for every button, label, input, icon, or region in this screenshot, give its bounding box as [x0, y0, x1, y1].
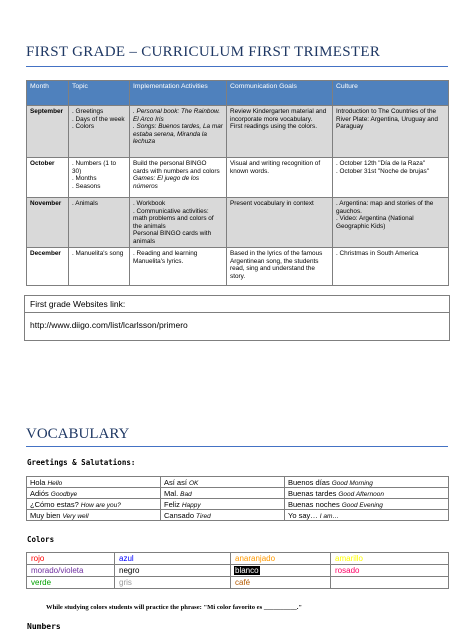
greeting-cell: Yo say… I am…	[285, 510, 449, 521]
greetings-row	[27, 510, 449, 521]
page-title: FIRST GRADE – CURRICULUM FIRST TRIMESTER	[26, 44, 381, 60]
color-cell	[115, 565, 231, 577]
activities-cell	[130, 106, 227, 158]
topic-item: . Manuelita's song	[72, 250, 124, 257]
color-word: amarillo	[335, 554, 364, 563]
color-cell	[231, 565, 331, 577]
colors-phrase: While studying colors students will practice the phrase: "Mi color favorito es __________."	[46, 604, 303, 611]
goals-cell	[227, 158, 333, 198]
month-cell: November	[27, 198, 69, 248]
topic-item: . Numbers (1 to 30)	[72, 160, 117, 175]
culture-item: Introduction to The Countries of the River Plate: Argentina, Uruguay and Paraguay	[336, 108, 438, 130]
greeting-cell: Cansado Tired	[161, 510, 285, 521]
goals-cell	[227, 248, 333, 286]
activity-item: Personal BINGO cards with animals	[133, 230, 212, 245]
greetings-table	[26, 476, 449, 521]
topic-cell	[69, 106, 130, 158]
color-cell	[27, 565, 115, 577]
culture-cell	[333, 158, 449, 198]
culture-item: . October 31st "Noche de brujas"	[336, 167, 429, 175]
activity-item: . Personal book: The Rainbow. El Arco Iris	[133, 108, 221, 123]
curriculum-row-october	[27, 158, 449, 198]
colors-row	[27, 577, 449, 589]
topic-item: . Months	[72, 175, 97, 182]
color-word: rojo	[31, 554, 45, 563]
goal-item: Present vocabulary in context	[230, 200, 314, 207]
color-cell	[331, 577, 449, 589]
header-activities: Implementation Activities	[130, 81, 227, 106]
color-word	[334, 578, 336, 587]
culture-item: . Christmas in South America	[336, 250, 419, 257]
culture-cell	[333, 106, 449, 158]
goals-cell	[227, 106, 333, 158]
color-word: rosado	[335, 566, 360, 575]
colors-label: Colors	[27, 535, 55, 544]
topic-item: . Days of the week	[72, 115, 125, 123]
greeting-cell: Buenos días Good Morning	[285, 477, 449, 488]
greeting-cell: ¿Cómo estas? How are you?	[27, 499, 161, 510]
curriculum-header-row	[27, 81, 449, 106]
color-cell	[331, 553, 449, 565]
goal-item: Based in the lyrics of the famous Argentinean song, the students read, sing and understand the story.	[230, 250, 323, 280]
colors-table	[26, 552, 449, 589]
header-topic: Topic	[69, 81, 130, 106]
activity-item: . Reading and learning Manuelita's lyrics.	[133, 250, 198, 265]
topic-item: . Animals	[72, 200, 98, 207]
greeting-cell: Hola Hello	[27, 477, 161, 488]
topic-cell	[69, 248, 130, 286]
color-word: verde	[31, 578, 52, 587]
greeting-cell: Buenas noches Good Evening	[285, 499, 449, 510]
greetings-row	[27, 499, 449, 510]
topic-item: . Seasons	[72, 182, 101, 190]
websites-divider	[24, 312, 450, 313]
activities-cell	[130, 198, 227, 248]
month-cell: December	[27, 248, 69, 286]
websites-label: First grade Websites link:	[30, 299, 126, 309]
activity-item: Build the personal BINGO cards with numbers and colors	[133, 160, 220, 175]
greetings-row	[27, 488, 449, 499]
title-underline	[26, 66, 448, 67]
greeting-cell: Feliz Happy	[161, 499, 285, 510]
activities-cell	[130, 158, 227, 198]
topic-item: . Colors	[72, 123, 95, 130]
curriculum-row-december	[27, 248, 449, 286]
curriculum-row-september	[27, 106, 449, 158]
culture-item: . Video: Argentina (National Geographic Kids)	[336, 215, 414, 230]
topic-cell	[69, 198, 130, 248]
topic-cell	[69, 158, 130, 198]
goal-item: First readings using the colors.	[230, 123, 318, 130]
greeting-cell: Muy bien Very well	[27, 510, 161, 521]
color-cell	[115, 577, 231, 589]
vocabulary-underline	[26, 446, 448, 447]
greeting-cell: Adiós Goodbye	[27, 488, 161, 499]
goals-cell	[227, 198, 333, 248]
greetings-row	[27, 477, 449, 488]
header-month: Month	[27, 81, 69, 106]
activity-item: . Songs: Buenos tardes, La mar estaba serena, Miranda la lechuza	[133, 123, 223, 145]
color-word: blanco	[235, 566, 259, 575]
culture-item: . October 12th "Día de la Raza"	[336, 160, 426, 167]
colors-row	[27, 565, 449, 577]
color-word: gris	[119, 578, 132, 587]
greeting-cell: Así así OK	[161, 477, 285, 488]
month-cell: September	[27, 106, 69, 158]
color-cell	[231, 553, 331, 565]
websites-link[interactable]: http://www.diigo.com/list/lcarlsson/primero	[30, 320, 188, 330]
color-cell	[27, 577, 115, 589]
header-goals: Communication Goals	[227, 81, 333, 106]
activity-item: . Workbook	[133, 200, 166, 207]
culture-cell	[333, 198, 449, 248]
month-cell: October	[27, 158, 69, 198]
curriculum-table	[26, 80, 449, 286]
goal-item: Review Kindergarten material and incorporate more vocabulary.	[230, 108, 327, 123]
culture-item: . Argentina: map and stories of the gauchos.	[336, 200, 434, 215]
colors-row	[27, 553, 449, 565]
activity-item: . Communicative activities: math problems and colors of the animals	[133, 207, 214, 230]
activity-item: Games: El juego de los números	[133, 175, 200, 190]
curriculum-row-november	[27, 198, 449, 248]
activities-cell	[130, 248, 227, 286]
color-cell	[331, 565, 449, 577]
greetings-label: Greetings & Salutations:	[27, 458, 136, 467]
culture-cell	[333, 248, 449, 286]
greeting-cell: Buenas tardes Good Afternoon	[285, 488, 449, 499]
vocabulary-title: VOCABULARY	[26, 426, 130, 442]
color-word: anaranjado	[235, 554, 276, 563]
color-word: negro	[119, 566, 140, 575]
color-word: café	[235, 578, 251, 587]
numbers-label: Numbers	[27, 622, 61, 631]
color-word: morado/violeta	[31, 566, 84, 575]
color-cell	[231, 577, 331, 589]
greeting-cell: Mal. Bad	[161, 488, 285, 499]
goal-item: Visual and writing recognition of known words.	[230, 160, 321, 175]
topic-item: . Greetings	[72, 108, 104, 115]
color-cell	[115, 553, 231, 565]
color-cell	[27, 553, 115, 565]
header-culture: Culture	[333, 81, 449, 106]
color-word: azul	[119, 554, 134, 563]
